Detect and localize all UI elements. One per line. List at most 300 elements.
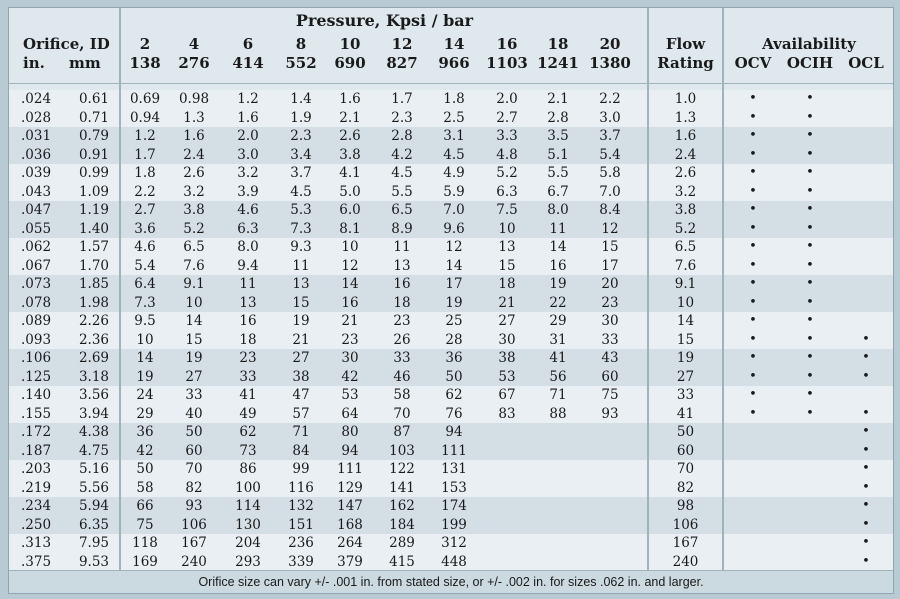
pressure-cell: 2.2 xyxy=(134,183,156,200)
orifice-in-cell: .125 xyxy=(21,368,52,385)
pressure-cell: 12 xyxy=(341,257,359,274)
pressure-cell: 1.2 xyxy=(134,128,156,144)
pressure-cell: 53 xyxy=(341,387,359,403)
pressure-cell: 43 xyxy=(601,350,619,366)
pressure-cell: 10 xyxy=(136,331,154,348)
pressure-cell: 9.3 xyxy=(290,239,312,255)
ocih-availability-dot: • xyxy=(806,91,814,106)
pressure-cell: 23 xyxy=(601,294,619,311)
pressure-cell: 114 xyxy=(235,498,261,514)
pressure-header-kpsi-9: 18 xyxy=(547,35,569,53)
separator-orifice xyxy=(119,8,121,571)
ocih-availability-dot: • xyxy=(806,183,814,199)
pressure-cell: 24 xyxy=(136,387,154,403)
pressure-cell: 2.7 xyxy=(134,202,156,218)
ocih-availability-dot: • xyxy=(806,128,814,143)
pressure-cell: 2.1 xyxy=(339,109,361,126)
pressure-cell: 3.0 xyxy=(599,109,621,126)
pressure-cell: 6.5 xyxy=(391,202,413,218)
orifice-in-cell: .093 xyxy=(21,331,52,348)
pressure-cell: 13 xyxy=(498,239,516,255)
pressure-cell: 103 xyxy=(389,442,415,459)
pressure-cell: 7.3 xyxy=(134,294,156,311)
orifice-in-cell: .043 xyxy=(21,183,52,200)
pressure-cell: 3.9 xyxy=(237,183,259,200)
pressure-cell: 75 xyxy=(601,387,619,403)
pressure-cell: 14 xyxy=(445,257,463,274)
orifice-mm-cell: 5.94 xyxy=(78,498,109,514)
orifice-mm-cell: 1.19 xyxy=(78,202,109,218)
pressure-cell: 16 xyxy=(549,257,567,274)
pressure-cell: 199 xyxy=(441,516,467,533)
pressure-cell: 6.0 xyxy=(339,202,361,218)
pressure-cell: 3.8 xyxy=(339,146,361,163)
pressure-cell: 167 xyxy=(181,535,207,551)
pressure-cell: 29 xyxy=(549,313,567,329)
pressure-cell: 23 xyxy=(393,313,411,329)
orifice-in-cell: .089 xyxy=(21,313,52,329)
pressure-cell: 99 xyxy=(292,461,310,477)
pressure-cell: 33 xyxy=(601,331,619,348)
pressure-cell: 70 xyxy=(185,461,203,477)
ocv-availability-dot: • xyxy=(749,109,757,125)
pressure-cell: 19 xyxy=(185,350,203,366)
flow-rating-cell: 5.2 xyxy=(674,220,697,237)
pressure-cell: 111 xyxy=(441,442,467,459)
pressure-cell: 84 xyxy=(292,442,310,459)
pressure-header-kpsi-4: 8 xyxy=(295,35,307,53)
ocv-availability-dot: • xyxy=(749,405,757,421)
ocv-availability-dot: • xyxy=(749,387,757,402)
pressure-cell: 22 xyxy=(549,294,567,311)
pressure-cell: 116 xyxy=(288,479,314,496)
pressure-cell: 106 xyxy=(181,516,207,533)
pressure-cell: 29 xyxy=(136,405,154,422)
flow-rating-cell: 3.2 xyxy=(674,183,697,200)
orifice-mm-cell: 7.95 xyxy=(78,535,109,551)
flow-rating-cell: 3.8 xyxy=(674,202,697,218)
pressure-cell: 5.9 xyxy=(443,183,465,200)
pressure-cell: 6.5 xyxy=(183,239,205,255)
ocv-availability-dot: • xyxy=(749,239,757,254)
pressure-cell: 0.69 xyxy=(129,91,161,107)
ocl-availability-dot: • xyxy=(862,498,870,513)
pressure-cell: 93 xyxy=(601,405,619,422)
separator-pressure xyxy=(647,8,649,571)
flow-rating-cell: 106 xyxy=(672,516,699,533)
pressure-cell: 1.2 xyxy=(237,91,259,107)
pressure-cell: 130 xyxy=(235,516,261,533)
ocl-header: OCL xyxy=(848,54,884,72)
pressure-cell: 12 xyxy=(601,220,619,237)
ocl-availability-dot: • xyxy=(862,479,870,495)
ocv-availability-dot: • xyxy=(749,294,757,310)
pressure-cell: 30 xyxy=(341,350,359,366)
orifice-mm-cell: 1.09 xyxy=(78,183,109,200)
pressure-cell: 131 xyxy=(441,461,467,477)
orifice-mm-cell: 5.16 xyxy=(78,461,109,477)
flow-rating-cell: 167 xyxy=(672,535,699,551)
pressure-cell: 36 xyxy=(445,350,463,366)
orifice-mm-cell: 9.53 xyxy=(78,553,109,570)
flow-rating-cell: 2.6 xyxy=(674,165,697,181)
orifice-mm-cell: 2.69 xyxy=(78,350,109,366)
orifice-in-cell: .039 xyxy=(21,165,52,181)
pressure-cell: 83 xyxy=(498,405,516,422)
pressure-cell: 240 xyxy=(181,553,207,570)
pressure-header-bar-5: 690 xyxy=(334,54,366,72)
orifice-mm-cell: 0.79 xyxy=(78,128,109,144)
orifice-mm-cell: 4.75 xyxy=(78,442,109,459)
pressure-cell: 23 xyxy=(341,331,359,348)
orifice-mm-cell: 2.26 xyxy=(78,313,109,329)
orifice-in-cell: .073 xyxy=(21,276,52,292)
ocv-availability-dot: • xyxy=(749,350,757,365)
pressure-cell: 86 xyxy=(239,461,257,477)
pressure-header-kpsi-10: 20 xyxy=(599,35,621,53)
ocl-availability-dot: • xyxy=(862,442,870,458)
pressure-cell: 4.9 xyxy=(443,165,465,181)
pressure-cell: 1.6 xyxy=(237,109,259,126)
pressure-cell: 7.3 xyxy=(290,220,312,237)
ocv-availability-dot: • xyxy=(749,257,757,273)
orifice-mm-cell: 1.57 xyxy=(78,239,109,255)
orifice-in-cell: .313 xyxy=(21,535,52,551)
pressure-header-kpsi-5: 10 xyxy=(339,35,361,53)
orifice-in-cell: .203 xyxy=(21,461,52,477)
ocih-availability-dot: • xyxy=(806,239,814,254)
flow-rating-cell: 82 xyxy=(676,479,695,496)
pressure-cell: 184 xyxy=(389,516,415,533)
pressure-cell: 312 xyxy=(441,535,467,551)
pressure-cell: 21 xyxy=(292,331,310,348)
pressure-cell: 38 xyxy=(292,368,310,385)
ocl-availability-dot: • xyxy=(862,350,870,365)
ocl-availability-dot: • xyxy=(862,553,870,569)
pressure-cell: 168 xyxy=(337,516,363,533)
ocih-availability-dot: • xyxy=(806,350,814,365)
pressure-cell: 64 xyxy=(341,405,359,422)
ocv-availability-dot: • xyxy=(749,331,757,347)
orifice-in-cell: .155 xyxy=(21,405,52,422)
pressure-cell: 94 xyxy=(445,424,463,440)
pressure-cell: 2.4 xyxy=(183,146,205,163)
ocl-availability-dot: • xyxy=(862,516,870,532)
pressure-cell: 40 xyxy=(185,405,203,422)
pressure-cell: 5.5 xyxy=(547,165,569,181)
pressure-header-bar-1: 138 xyxy=(129,54,161,72)
pressure-cell: 2.0 xyxy=(237,128,259,144)
mm-header: mm xyxy=(69,54,101,72)
pressure-cell: 47 xyxy=(292,387,310,403)
pressure-cell: 41 xyxy=(549,350,567,366)
flow-rating-cell: 2.4 xyxy=(674,146,697,163)
orifice-mm-cell: 1.98 xyxy=(78,294,109,311)
orifice-header: Orifice, ID xyxy=(23,35,110,53)
pressure-cell: 17 xyxy=(601,257,619,274)
orifice-mm-cell: 3.56 xyxy=(78,387,109,403)
pressure-cell: 1.9 xyxy=(290,109,312,126)
pressure-cell: 118 xyxy=(132,535,158,551)
pressure-cell: 16 xyxy=(393,276,411,292)
pressure-cell: 58 xyxy=(393,387,411,403)
pressure-cell: 60 xyxy=(601,368,619,385)
pressure-cell: 62 xyxy=(239,424,257,440)
ocih-availability-dot: • xyxy=(806,294,814,310)
pressure-cell: 8.9 xyxy=(391,220,413,237)
pressure-cell: 75 xyxy=(136,516,154,533)
pressure-cell: 141 xyxy=(389,479,415,496)
flow-rating-cell: 9.1 xyxy=(674,276,697,292)
pressure-cell: 31 xyxy=(549,331,567,348)
pressure-header-bar-7: 966 xyxy=(438,54,470,72)
orifice-mm-cell: 0.99 xyxy=(78,165,109,181)
pressure-cell: 4.2 xyxy=(391,146,413,163)
table-grid xyxy=(9,8,893,593)
ocih-availability-dot: • xyxy=(806,276,814,291)
pressure-cell: 14 xyxy=(136,350,154,366)
footnote: Orifice size can vary +/- .001 in. from stated size, or +/- .002 in. for sizes .062 in. and larger. xyxy=(9,570,893,593)
pressure-cell: 93 xyxy=(185,498,203,514)
pressure-cell: 132 xyxy=(288,498,314,514)
pressure-cell: 13 xyxy=(239,294,257,311)
ocih-availability-dot: • xyxy=(806,165,814,180)
pressure-cell: 73 xyxy=(239,442,257,459)
pressure-cell: 70 xyxy=(393,405,411,422)
pressure-cell: 2.7 xyxy=(496,109,518,126)
pressure-header-kpsi-8: 16 xyxy=(496,35,518,53)
pressure-cell: 6.3 xyxy=(237,220,259,237)
ocih-availability-dot: • xyxy=(806,331,814,347)
orifice-in-cell: .062 xyxy=(21,239,52,255)
pressure-cell: 42 xyxy=(341,368,359,385)
ocih-availability-dot: • xyxy=(806,257,814,273)
pressure-cell: 19 xyxy=(445,294,463,311)
pressure-cell: 415 xyxy=(389,553,415,570)
pressure-cell: 293 xyxy=(235,553,261,570)
pressure-cell: 3.7 xyxy=(290,165,312,181)
pressure-cell: 27 xyxy=(185,368,203,385)
ocv-availability-dot: • xyxy=(749,202,757,217)
pressure-header-kpsi-7: 14 xyxy=(443,35,465,53)
flow-rating-cell: 240 xyxy=(672,553,699,570)
pressure-header-bar-4: 552 xyxy=(285,54,317,72)
flow-header-line1: Flow xyxy=(665,35,706,53)
pressure-header-kpsi-6: 12 xyxy=(391,35,413,53)
header-rule xyxy=(9,83,893,84)
pressure-cell: 5.2 xyxy=(183,220,205,237)
pressure-cell: 162 xyxy=(389,498,415,514)
flow-rating-cell: 1.3 xyxy=(674,109,697,126)
pressure-cell: 122 xyxy=(389,461,415,477)
pressure-cell: 4.6 xyxy=(134,239,156,255)
ocv-availability-dot: • xyxy=(749,220,757,236)
orifice-in-cell: .078 xyxy=(21,294,52,311)
pressure-cell: 339 xyxy=(288,553,314,570)
pressure-header-kpsi-3: 6 xyxy=(242,35,254,53)
pressure-cell: 2.1 xyxy=(547,91,569,107)
pressure-cell: 1.8 xyxy=(443,91,465,107)
pressure-cell: 15 xyxy=(498,257,516,274)
pressure-cell: 4.5 xyxy=(391,165,413,181)
orifice-in-cell: .187 xyxy=(21,442,52,459)
pressure-cell: 19 xyxy=(292,313,310,329)
orifice-in-cell: .024 xyxy=(21,91,52,107)
flow-rating-cell: 15 xyxy=(676,331,695,348)
pressure-cell: 5.1 xyxy=(547,146,569,163)
pressure-header-bar-8: 1103 xyxy=(486,54,528,72)
orifice-flow-table xyxy=(8,7,894,594)
ocih-header: OCIH xyxy=(786,54,834,72)
orifice-mm-cell: 0.61 xyxy=(78,91,109,107)
ocv-header: OCV xyxy=(734,54,772,72)
pressure-cell: 100 xyxy=(235,479,261,496)
pressure-header-kpsi-1: 2 xyxy=(139,35,151,53)
pressure-cell: 3.0 xyxy=(237,146,259,163)
pressure-cell: 1.3 xyxy=(183,109,205,126)
pressure-cell: 3.8 xyxy=(183,202,205,218)
orifice-in-cell: .028 xyxy=(21,109,52,126)
pressure-cell: 33 xyxy=(185,387,203,403)
pressure-cell: 6.7 xyxy=(547,183,569,200)
orifice-mm-cell: 0.71 xyxy=(78,109,109,126)
pressure-cell: 8.4 xyxy=(599,202,621,218)
pressure-header-bar-10: 1380 xyxy=(589,54,631,72)
flow-rating-cell: 98 xyxy=(676,498,695,514)
pressure-header: Pressure, Kpsi / bar xyxy=(295,11,474,30)
pressure-cell: 1.6 xyxy=(339,91,361,107)
orifice-mm-cell: 4.38 xyxy=(78,424,109,440)
pressure-cell: 33 xyxy=(239,368,257,385)
pressure-cell: 379 xyxy=(337,553,363,570)
pressure-cell: 153 xyxy=(441,479,467,496)
ocih-availability-dot: • xyxy=(806,387,814,402)
pressure-cell: 6.4 xyxy=(134,276,156,292)
pressure-cell: 4.6 xyxy=(237,202,259,218)
pressure-cell: 2.6 xyxy=(339,128,361,144)
orifice-in-cell: .250 xyxy=(21,516,52,533)
ocv-availability-dot: • xyxy=(749,146,757,162)
orifice-mm-cell: 3.94 xyxy=(78,405,109,422)
pressure-cell: 41 xyxy=(239,387,257,403)
pressure-cell: 27 xyxy=(498,313,516,329)
ocl-availability-dot: • xyxy=(862,535,870,550)
pressure-cell: 10 xyxy=(185,294,203,311)
pressure-cell: 80 xyxy=(341,424,359,440)
flow-rating-cell: 10 xyxy=(676,294,695,311)
flow-rating-cell: 14 xyxy=(676,313,695,329)
pressure-cell: 62 xyxy=(445,387,463,403)
pressure-cell: 3.3 xyxy=(496,128,518,144)
pressure-cell: 42 xyxy=(136,442,154,459)
pressure-cell: 5.0 xyxy=(339,183,361,200)
flow-rating-cell: 60 xyxy=(676,442,695,459)
orifice-mm-cell: 0.91 xyxy=(78,146,109,163)
pressure-cell: 25 xyxy=(445,313,463,329)
pressure-cell: 9.1 xyxy=(183,276,205,292)
ocv-availability-dot: • xyxy=(749,368,757,384)
ocl-availability-dot: • xyxy=(862,405,870,421)
availability-header: Availability xyxy=(762,35,856,53)
pressure-cell: 15 xyxy=(292,294,310,311)
ocv-availability-dot: • xyxy=(749,276,757,291)
pressure-header-bar-6: 827 xyxy=(386,54,418,72)
separator-flow xyxy=(722,8,724,571)
pressure-header-bar-2: 276 xyxy=(178,54,210,72)
orifice-mm-cell: 1.70 xyxy=(78,257,109,274)
pressure-cell: 5.3 xyxy=(290,202,312,218)
pressure-cell: 82 xyxy=(185,479,203,496)
pressure-cell: 5.2 xyxy=(496,165,518,181)
ocih-availability-dot: • xyxy=(806,109,814,125)
orifice-in-cell: .106 xyxy=(21,350,52,366)
ocl-availability-dot: • xyxy=(862,331,870,347)
pressure-cell: 49 xyxy=(239,405,257,422)
pressure-cell: 76 xyxy=(445,405,463,422)
pressure-cell: 289 xyxy=(389,535,415,551)
pressure-cell: 129 xyxy=(337,479,363,496)
pressure-cell: 1.6 xyxy=(183,128,205,144)
pressure-cell: 8.1 xyxy=(339,220,361,237)
orifice-in-cell: .031 xyxy=(21,128,52,144)
pressure-cell: 3.1 xyxy=(443,128,465,144)
pressure-cell: 9.5 xyxy=(134,313,156,329)
orifice-in-cell: .055 xyxy=(21,220,52,237)
pressure-cell: 7.6 xyxy=(183,257,205,274)
pressure-cell: 4.5 xyxy=(443,146,465,163)
pressure-cell: 53 xyxy=(498,368,516,385)
flow-rating-cell: 1.0 xyxy=(674,91,697,107)
pressure-cell: 0.98 xyxy=(178,91,210,107)
pressure-cell: 236 xyxy=(288,535,314,551)
pressure-cell: 17 xyxy=(445,276,463,292)
pressure-cell: 15 xyxy=(601,239,619,255)
ocv-availability-dot: • xyxy=(749,183,757,199)
pressure-cell: 27 xyxy=(292,350,310,366)
pressure-cell: 23 xyxy=(239,350,257,366)
flow-rating-cell: 41 xyxy=(676,405,695,422)
pressure-cell: 204 xyxy=(235,535,261,551)
ocv-availability-dot: • xyxy=(749,91,757,106)
pressure-cell: 88 xyxy=(549,405,567,422)
pressure-cell: 3.2 xyxy=(237,165,259,181)
pressure-cell: 11 xyxy=(292,257,310,274)
orifice-in-cell: .047 xyxy=(21,202,52,218)
pressure-cell: 18 xyxy=(393,294,411,311)
ocih-availability-dot: • xyxy=(806,202,814,217)
pressure-cell: 14 xyxy=(549,239,567,255)
pressure-header-bar-3: 414 xyxy=(232,54,264,72)
pressure-cell: 2.2 xyxy=(599,91,621,107)
pressure-cell: 2.8 xyxy=(547,109,569,126)
pressure-cell: 7.0 xyxy=(443,202,465,218)
orifice-in-cell: .219 xyxy=(21,479,52,496)
pressure-cell: 5.5 xyxy=(391,183,413,200)
pressure-cell: 60 xyxy=(185,442,203,459)
pressure-cell: 14 xyxy=(185,313,203,329)
pressure-cell: 3.2 xyxy=(183,183,205,200)
flow-rating-cell: 27 xyxy=(676,368,695,385)
pressure-cell: 57 xyxy=(292,405,310,422)
pressure-cell: 3.5 xyxy=(547,128,569,144)
pressure-cell: 21 xyxy=(341,313,359,329)
pressure-cell: 10 xyxy=(498,220,516,237)
pressure-cell: 26 xyxy=(393,331,411,348)
pressure-cell: 19 xyxy=(549,276,567,292)
flow-rating-cell: 1.6 xyxy=(674,128,697,144)
pressure-cell: 14 xyxy=(341,276,359,292)
pressure-cell: 50 xyxy=(445,368,463,385)
